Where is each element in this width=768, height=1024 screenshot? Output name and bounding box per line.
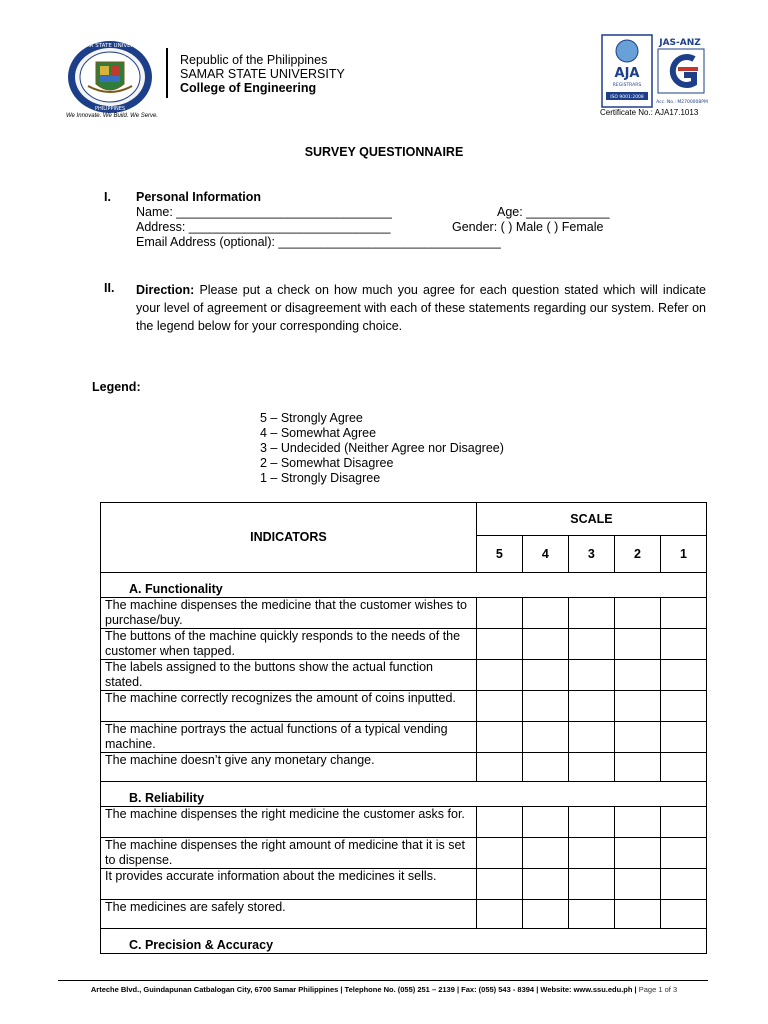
scale-value: 1 bbox=[660, 536, 706, 573]
rating-cell-4[interactable] bbox=[522, 691, 568, 722]
rating-cell-1[interactable] bbox=[660, 807, 706, 838]
footer-divider bbox=[58, 980, 708, 981]
table-row bbox=[101, 722, 707, 753]
indicator-text: The machine dispenses the right amount of medicine that it is set to dispense. bbox=[101, 838, 477, 869]
rating-cell-4[interactable] bbox=[522, 722, 568, 753]
rating-cell-4[interactable] bbox=[522, 900, 568, 929]
rating-cell-3[interactable] bbox=[568, 691, 614, 722]
rating-cell-3[interactable] bbox=[568, 900, 614, 929]
rating-cell-5[interactable] bbox=[476, 691, 522, 722]
rating-cell-2[interactable] bbox=[614, 838, 660, 869]
rating-cell-5[interactable] bbox=[476, 753, 522, 782]
certificate-number: Certificate No.: AJA17.1013 bbox=[600, 108, 699, 117]
legend-item: 5 – Strongly Agree bbox=[260, 411, 363, 425]
rating-cell-2[interactable] bbox=[614, 807, 660, 838]
seal-text: SAMAR STATE UNIVERSITY bbox=[73, 43, 147, 49]
rating-cell-1[interactable] bbox=[660, 753, 706, 782]
rating-cell-5[interactable] bbox=[476, 838, 522, 869]
rating-cell-3[interactable] bbox=[568, 807, 614, 838]
table-row bbox=[101, 598, 707, 629]
cert-accreditor: JAS-ANZ bbox=[659, 38, 701, 48]
rating-cell-1[interactable] bbox=[660, 691, 706, 722]
table-row bbox=[101, 691, 707, 722]
indicator-text: The machine dispenses the right medicine the customer asks for. bbox=[101, 807, 477, 838]
seal-bottom-text: PHILIPPINES bbox=[94, 106, 126, 112]
rating-cell-2[interactable] bbox=[614, 869, 660, 900]
indicator-text: The labels assigned to the buttons show the actual function stated. bbox=[101, 660, 477, 691]
table-row bbox=[101, 660, 707, 691]
rating-cell-5[interactable] bbox=[476, 722, 522, 753]
cert-acc-no: Acc. No.: M2700008PM bbox=[656, 100, 708, 105]
gender-field[interactable]: Gender: ( ) Male ( ) Female bbox=[452, 220, 604, 234]
rating-cell-4[interactable] bbox=[522, 660, 568, 691]
header-university: SAMAR STATE UNIVERSITY bbox=[180, 67, 345, 81]
rating-cell-4[interactable] bbox=[522, 753, 568, 782]
rating-cell-4[interactable] bbox=[522, 869, 568, 900]
rating-cell-3[interactable] bbox=[568, 869, 614, 900]
university-seal-logo bbox=[66, 40, 154, 114]
scale-header: SCALE bbox=[476, 503, 706, 536]
rating-cell-4[interactable] bbox=[522, 598, 568, 629]
survey-table bbox=[100, 502, 707, 954]
scale-value: 4 bbox=[522, 536, 568, 573]
rating-cell-5[interactable] bbox=[476, 598, 522, 629]
scale-value: 5 bbox=[476, 536, 522, 573]
university-motto: We Innovate. We Build. We Serve. bbox=[66, 113, 159, 119]
rating-cell-1[interactable] bbox=[660, 629, 706, 660]
rating-cell-5[interactable] bbox=[476, 869, 522, 900]
page-number: Page 1 of 3 bbox=[638, 985, 678, 994]
indicator-text: The machine dispenses the medicine that the customer wishes to purchase/buy. bbox=[101, 598, 477, 629]
rating-cell-2[interactable] bbox=[614, 691, 660, 722]
legend-item: 2 – Somewhat Disagree bbox=[260, 456, 394, 470]
rating-cell-2[interactable] bbox=[614, 753, 660, 782]
rating-cell-5[interactable] bbox=[476, 660, 522, 691]
rating-cell-2[interactable] bbox=[614, 722, 660, 753]
scale-value: 3 bbox=[568, 536, 614, 573]
cert-org: AJA bbox=[614, 66, 640, 81]
indicator-text: The medicines are safely stored. bbox=[101, 900, 477, 929]
direction-heading: Direction: bbox=[136, 283, 195, 297]
rating-cell-1[interactable] bbox=[660, 838, 706, 869]
header-divider bbox=[166, 48, 168, 98]
rating-cell-2[interactable] bbox=[614, 598, 660, 629]
rating-cell-4[interactable] bbox=[522, 629, 568, 660]
rating-cell-1[interactable] bbox=[660, 722, 706, 753]
rating-cell-2[interactable] bbox=[614, 900, 660, 929]
legend-item: 3 – Undecided (Neither Agree nor Disagree) bbox=[260, 441, 504, 455]
rating-cell-3[interactable] bbox=[568, 722, 614, 753]
rating-cell-2[interactable] bbox=[614, 629, 660, 660]
age-field[interactable]: Age: ____________ bbox=[497, 205, 610, 219]
cert-iso: ISO 9001:2008 bbox=[610, 95, 644, 100]
legend-item: 1 – Strongly Disagree bbox=[260, 471, 381, 485]
header-college: College of Engineering bbox=[180, 81, 317, 95]
indicator-text: The machine correctly recognizes the amount of coins inputted. bbox=[101, 691, 477, 722]
rating-cell-4[interactable] bbox=[522, 807, 568, 838]
direction-text: Please put a check on how much you agree for each question stated which will indicate your level of agreement or disagreement with each of these statements regarding our system. Refer on the legend below for your corresponding choice. bbox=[136, 283, 706, 333]
section2-numeral: II. bbox=[104, 281, 115, 295]
rating-cell-1[interactable] bbox=[660, 660, 706, 691]
table-row bbox=[101, 753, 707, 782]
indicator-text: The machine portrays the actual functions of a typical vending machine. bbox=[101, 722, 477, 753]
section1-numeral: I. bbox=[104, 190, 111, 204]
category-precision-accuracy: C. Precision & Accuracy bbox=[101, 929, 707, 954]
rating-cell-3[interactable] bbox=[568, 838, 614, 869]
rating-cell-3[interactable] bbox=[568, 660, 614, 691]
table-row bbox=[101, 900, 707, 929]
address-field[interactable]: Address: _____________________________ bbox=[136, 220, 391, 234]
legend-item: 4 – Somewhat Agree bbox=[260, 426, 377, 440]
page-footer bbox=[0, 985, 768, 994]
indicators-header: INDICATORS bbox=[101, 503, 477, 573]
direction-paragraph bbox=[136, 281, 706, 335]
rating-cell-3[interactable] bbox=[568, 753, 614, 782]
footer-address: Arteche Blvd., Guindapunan Catbalogan City, 6700 Samar Philippines | Telephone No. (055) 251 – 2139 | Fax: (055) 543 - 8394 | Website: www.ssu.edu.ph | bbox=[90, 985, 637, 994]
indicator-text: It provides accurate information about the medicines it sells. bbox=[101, 869, 477, 900]
rating-cell-1[interactable] bbox=[660, 598, 706, 629]
rating-cell-2[interactable] bbox=[614, 660, 660, 691]
rating-cell-3[interactable] bbox=[568, 629, 614, 660]
rating-cell-4[interactable] bbox=[522, 838, 568, 869]
table-row bbox=[101, 869, 707, 900]
indicator-text: The machine doesn’t give any monetary change. bbox=[101, 753, 477, 782]
email-field[interactable]: Email Address (optional): ________________________________ bbox=[136, 235, 501, 249]
legend-heading: Legend: bbox=[92, 380, 141, 394]
header-republic: Republic of the Philippines bbox=[180, 53, 328, 67]
cert-org-sub: REGISTRARS bbox=[612, 83, 642, 88]
table-row bbox=[101, 838, 707, 869]
rating-cell-5[interactable] bbox=[476, 900, 522, 929]
table-row bbox=[101, 807, 707, 838]
category-functionality: A. Functionality bbox=[101, 573, 707, 598]
section1-heading: Personal Information bbox=[136, 190, 262, 204]
rating-cell-1[interactable] bbox=[660, 900, 706, 929]
page-title: SURVEY QUESTIONNAIRE bbox=[304, 145, 464, 159]
indicator-text: The buttons of the machine quickly responds to the needs of the customer when tapped. bbox=[101, 629, 477, 660]
iso-certification-badge bbox=[600, 33, 710, 109]
category-reliability: B. Reliability bbox=[101, 782, 707, 807]
rating-cell-5[interactable] bbox=[476, 629, 522, 660]
rating-cell-5[interactable] bbox=[476, 807, 522, 838]
table-row bbox=[101, 629, 707, 660]
rating-cell-3[interactable] bbox=[568, 598, 614, 629]
name-field[interactable]: Name: _______________________________ bbox=[136, 205, 392, 219]
scale-value: 2 bbox=[614, 536, 660, 573]
rating-cell-1[interactable] bbox=[660, 869, 706, 900]
